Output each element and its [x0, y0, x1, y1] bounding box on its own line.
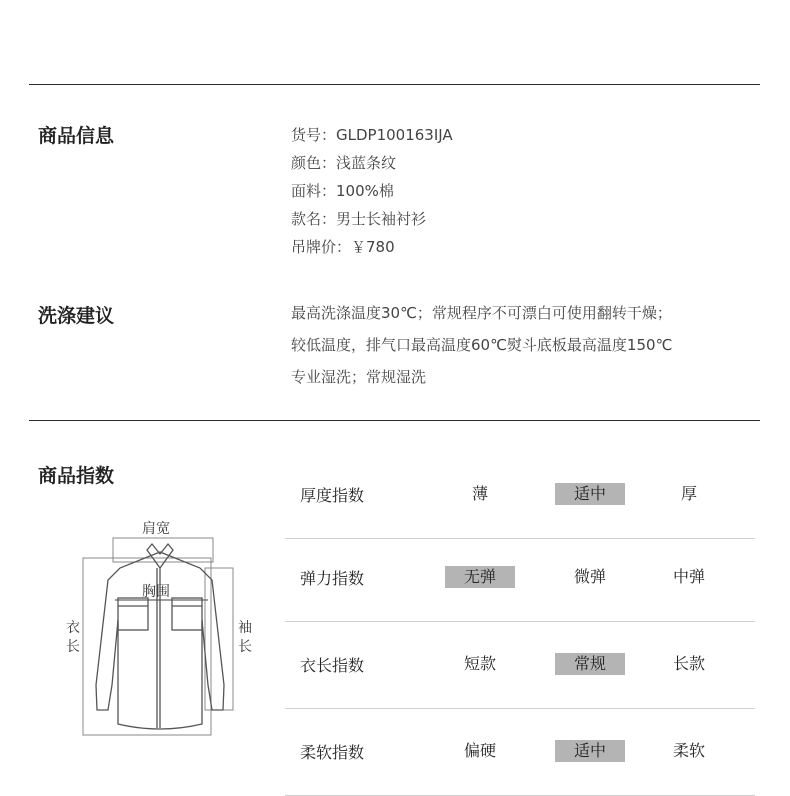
shirt-size-diagram [60, 510, 275, 745]
index-row [285, 707, 755, 796]
length-label-1: 衣 [66, 620, 80, 636]
index-label: 衣长指数 [300, 655, 365, 675]
index-option-selected: 无弹 [445, 566, 515, 588]
index-option: 长款 [672, 654, 705, 673]
sleeve-label-1: 袖 [238, 620, 252, 636]
sleeve-label-2: 长 [238, 639, 252, 655]
indices-title: 商品指数 [38, 465, 115, 487]
info-item-sku: 货号：GLDP100163IJA [291, 126, 453, 144]
product-info-list [291, 121, 453, 261]
index-option: 薄 [471, 484, 488, 503]
index-label: 厚度指数 [300, 485, 365, 505]
washing-instructions [291, 297, 751, 393]
index-option: 短款 [463, 654, 496, 673]
index-option: 偏硬 [463, 741, 496, 760]
index-row [285, 620, 755, 709]
length-label-2: 长 [66, 639, 80, 655]
chest-label: 胸围 [142, 584, 170, 600]
index-option-selected: 适中 [555, 483, 625, 505]
washing-line: 专业湿洗；常规湿洗 [291, 368, 427, 386]
middle-divider [29, 420, 760, 421]
index-row [285, 450, 755, 539]
info-item-fabric: 面料：100%棉 [291, 182, 394, 200]
info-item-style: 款名：男士长袖衬衫 [291, 210, 427, 228]
washing-line: 最高洗涤温度30℃；常规程序不可漂白可使用翻转干燥； [291, 304, 672, 322]
washing-line: 较低温度，排气口最高温度60℃熨斗底板最高温度150℃ [291, 336, 673, 354]
index-option: 中弹 [672, 567, 705, 586]
top-divider [29, 84, 760, 85]
info-item-price: 吊牌价：￥780 [291, 238, 395, 256]
index-label: 柔软指数 [300, 742, 365, 762]
index-option-selected: 适中 [555, 740, 625, 762]
index-option: 厚 [680, 484, 697, 503]
index-option: 微弹 [573, 567, 606, 586]
info-item-color: 颜色：浅蓝条纹 [291, 154, 397, 172]
shoulder-label: 肩宽 [142, 521, 170, 537]
product-info-title: 商品信息 [38, 125, 115, 147]
washing-title: 洗涤建议 [38, 305, 115, 327]
index-option: 柔软 [672, 741, 705, 760]
index-row [285, 533, 755, 622]
index-label: 弹力指数 [300, 568, 365, 588]
index-option-selected: 常规 [555, 653, 625, 675]
